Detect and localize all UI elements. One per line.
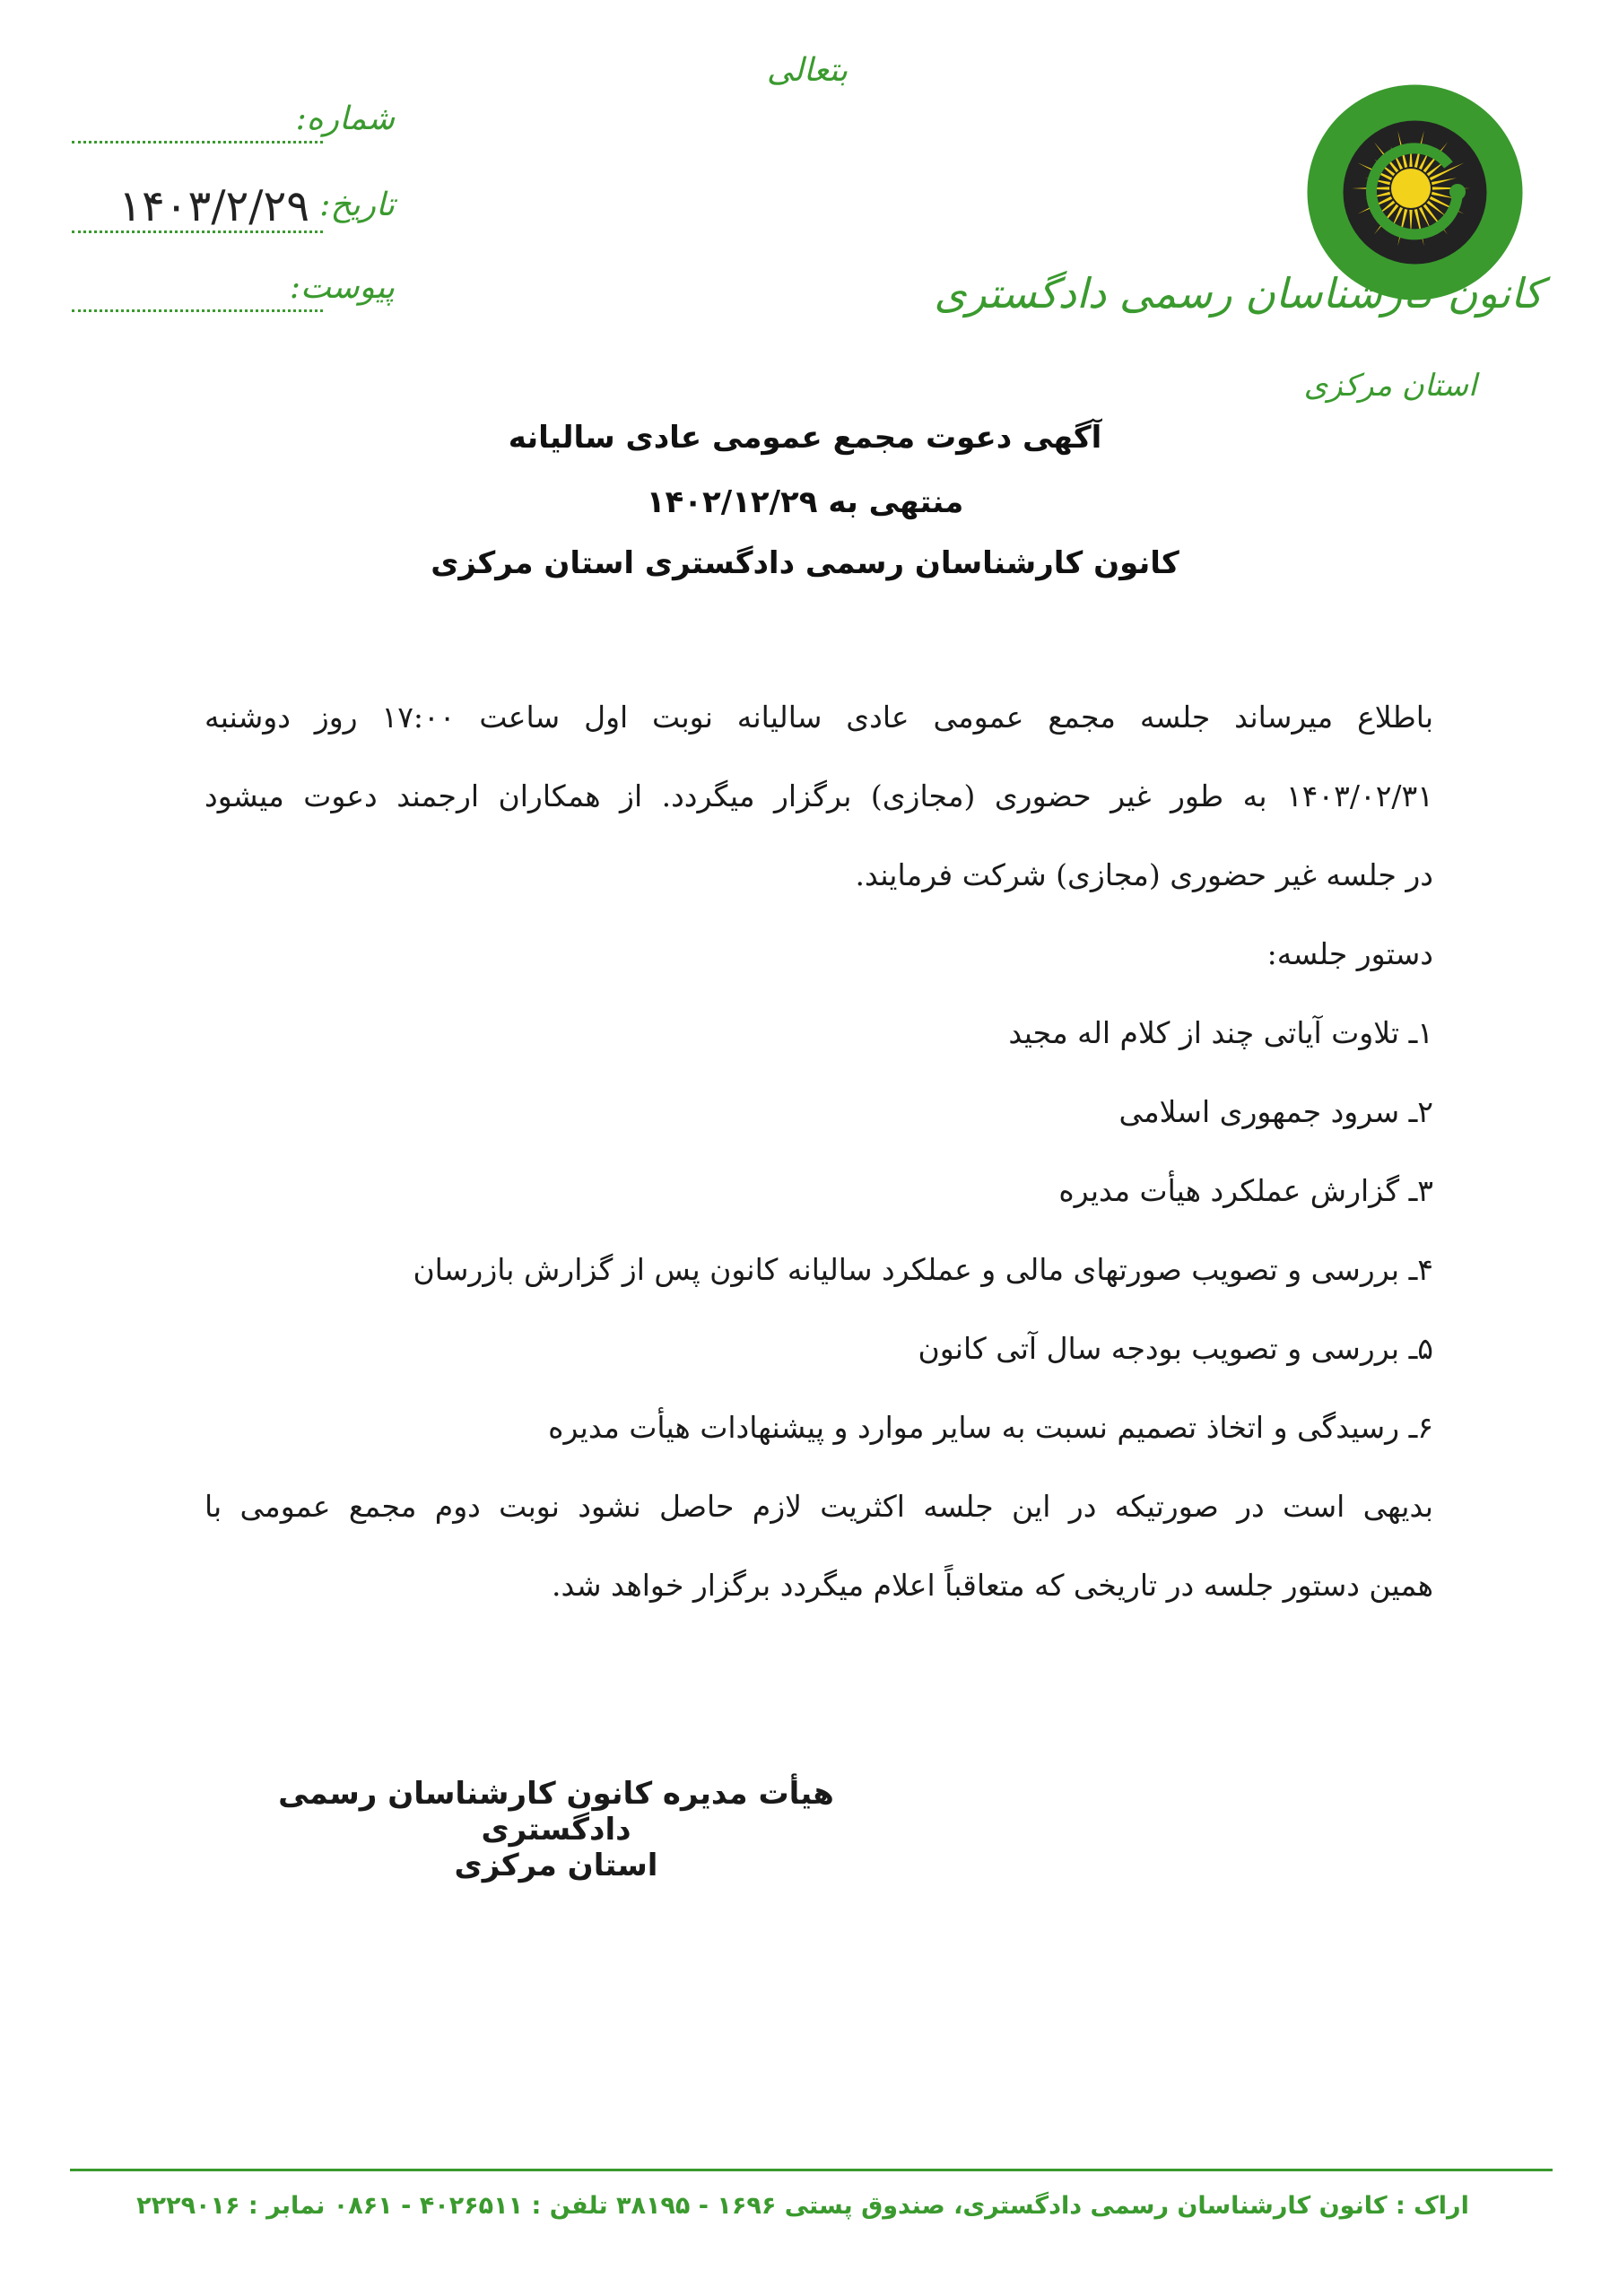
signature-province: استان مرکزی	[454, 1848, 658, 1883]
closing-line: بدیهی است در صورتیکه در این جلسه اکثریت لازم حاصل نشود نوبت دوم مجمع عمومی با	[205, 1489, 1433, 1524]
notice-body	[205, 691, 1433, 1638]
agenda-item: ۴ـ بررسی و تصویب صورتهای مالی و عملکرد سالیانه کانون پس از گزارش بازرسان	[413, 1252, 1433, 1287]
attachment-dotted-line	[72, 309, 323, 312]
agenda-item: ۳ـ گزارش عملکرد هیأت مدیره	[1058, 1173, 1433, 1208]
signature-board: هیأت مدیره کانون کارشناسان رسمی دادگستری	[278, 1776, 834, 1848]
attachment-field	[72, 269, 395, 323]
number-field	[72, 100, 395, 154]
organization-province: استان مرکزی	[1303, 368, 1477, 404]
intro-line: در جلسه غیر حضوری (مجازی) شرکت فرمایند.	[855, 857, 1433, 892]
intro-line: ۱۴۰۳/۰۲/۳۱ به طور غیر حضوری (مجازی) برگزار میگردد. از همکاران ارجمند دعوت میشود	[205, 778, 1433, 813]
date-field	[72, 172, 395, 244]
closing-line: همین دستور جلسه در تاریخی که متعاقباً اعلام میگردد برگزار خواهد شد.	[552, 1568, 1433, 1603]
notice-period: منتهی به ۱۴۰۲/۱۲/۲۹	[646, 484, 964, 520]
date-label: تاریخ:	[319, 187, 395, 223]
attachment-label: پیوست:	[289, 269, 395, 306]
intro-line: باطلاع میرساند جلسه مجمع عمومی عادی سالیانه نوبت اول ساعت ۱۷:۰۰ روز دوشنبه	[205, 700, 1434, 735]
agenda-heading: دستور جلسه:	[1266, 936, 1433, 971]
number-dotted-line	[72, 141, 323, 144]
footer-address: اراک : کانون کارشناسان رسمی دادگستری، صندوق پستی ۱۶۹۶ - ۳۸۱۹۵ تلفن : ۴۰۲۶۵۱۱ - ۰۸۶۱ نمابر : ۲۲۲۹۰۱۶	[136, 2192, 1469, 2220]
footer-divider	[70, 2169, 1553, 2171]
agenda-item: ۶ـ رسیدگی و اتخاذ تصمیم نسبت به سایر موارد و پیشنهادات هیأت مدیره	[548, 1410, 1433, 1445]
notice-title: آگهی دعوت مجمع عمومی عادی سالیانه	[508, 420, 1102, 456]
organization-name: کانون کارشناسان رسمی دادگستری	[934, 269, 1543, 317]
number-label: شماره:	[295, 100, 395, 137]
agenda-item: ۲ـ سرود جمهوری اسلامی	[1118, 1094, 1433, 1129]
notice-organization: کانون کارشناسان رسمی دادگستری استان مرکزی	[431, 545, 1179, 581]
agenda-item: ۱ـ تلاوت آیاتی چند از کلام اله مجید	[1008, 1015, 1433, 1050]
blessing-text: بتعالی	[766, 52, 849, 89]
agenda-item: ۵ـ بررسی و تصویب بودجه سال آتی کانون	[918, 1331, 1433, 1366]
date-value: ۱۴۰۳/۲/۲۹	[118, 181, 309, 231]
